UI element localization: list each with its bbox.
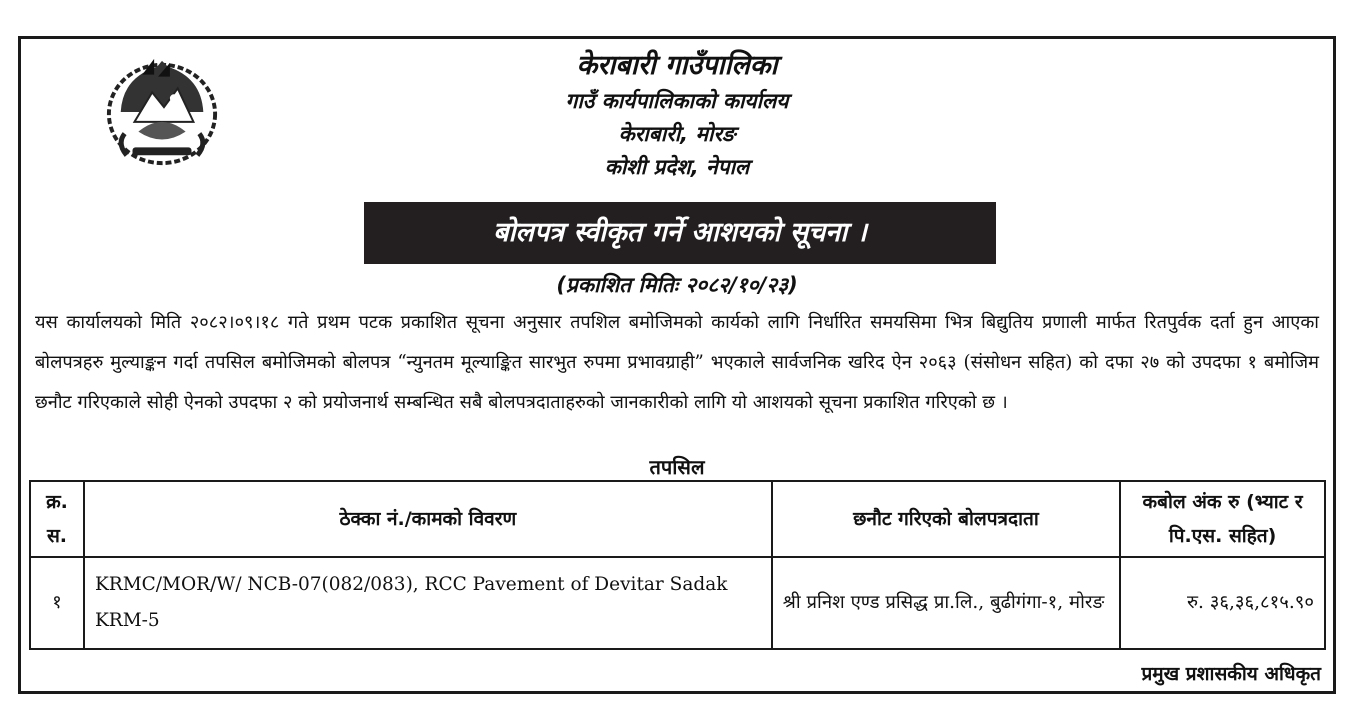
bid-table <box>29 480 1326 650</box>
row-amount: रु. ३६,३६,८१५.९० <box>1120 557 1325 649</box>
col-contract: ठेक्का नं./कामको विवरण <box>84 481 772 557</box>
notice-frame <box>18 36 1336 694</box>
table-header-row <box>30 481 1325 557</box>
signatory-title: प्रमुख प्रशासकीय अधिकृत <box>1141 663 1321 685</box>
published-date: (प्रकाशित मितिः २०८२/१०/२३) <box>556 273 798 297</box>
col-bidder: छनौट गरिएको बोलपत्रदाता <box>772 481 1120 557</box>
notice-body: यस कार्यालयको मिति २०८२।०९।१८ गते प्रथम पटक प्रकाशित सूचना अनुसार तपशिल बमोजिमको कार्यको लागि निर्धारित समयसिमा भित्र बिद्युतिय प्रणाली मार्फत रितपुर्वक दर्ता हुन आएका बोलपत्रहरु मुल्याङ्कन गर्दा तपसिल बमोजिमको बोलपत्र “न्युनतम मूल्याङ्कित सारभुत रुपमा प्रभावग्राही” भएकाले सार्वजनिक खरिद ऐन २०६३ (संसोधन सहित) को दफा २७ को उपदफा १ बमोजिम छनौट गरिएकाले सोही ऐनको उपदफा २ को प्रयोजनार्थ सम्बन्धित सबै बोलपत्रदाताहरुको जानकारीको लागि यो आशयको सूचना प्रकाशित गरिएको छ । <box>35 312 1319 413</box>
office-header <box>21 47 1333 184</box>
municipality-name: केराबारी गाउँपालिका <box>576 50 778 81</box>
row-bidder: श्री प्रनिश एण्ड प्रसिद्ध प्रा.लि., बुढीगंगा-१, मोरङ <box>772 557 1120 649</box>
row-sn: १ <box>30 557 84 649</box>
row-contract: KRMC/MOR/W/ NCB-07(082/083), RCC Pavement of Devitar Sadak KRM-5 <box>84 557 772 649</box>
table-row <box>30 557 1325 649</box>
province-name: कोशी प्रदेश, नेपाल <box>604 155 750 179</box>
notice-title: बोलपत्र स्वीकृत गर्ने आशयको सूचना । <box>364 202 996 264</box>
office-address: केराबारी, मोरङ <box>618 122 736 146</box>
col-amount: कबोल अंक रु (भ्याट र पि.एस. सहित) <box>1120 481 1325 557</box>
office-name: गाउँ कार्यपालिकाको कार्यालय <box>565 89 789 113</box>
col-sn: क्र. स. <box>30 481 84 557</box>
details-heading: तपसिल <box>649 455 705 479</box>
